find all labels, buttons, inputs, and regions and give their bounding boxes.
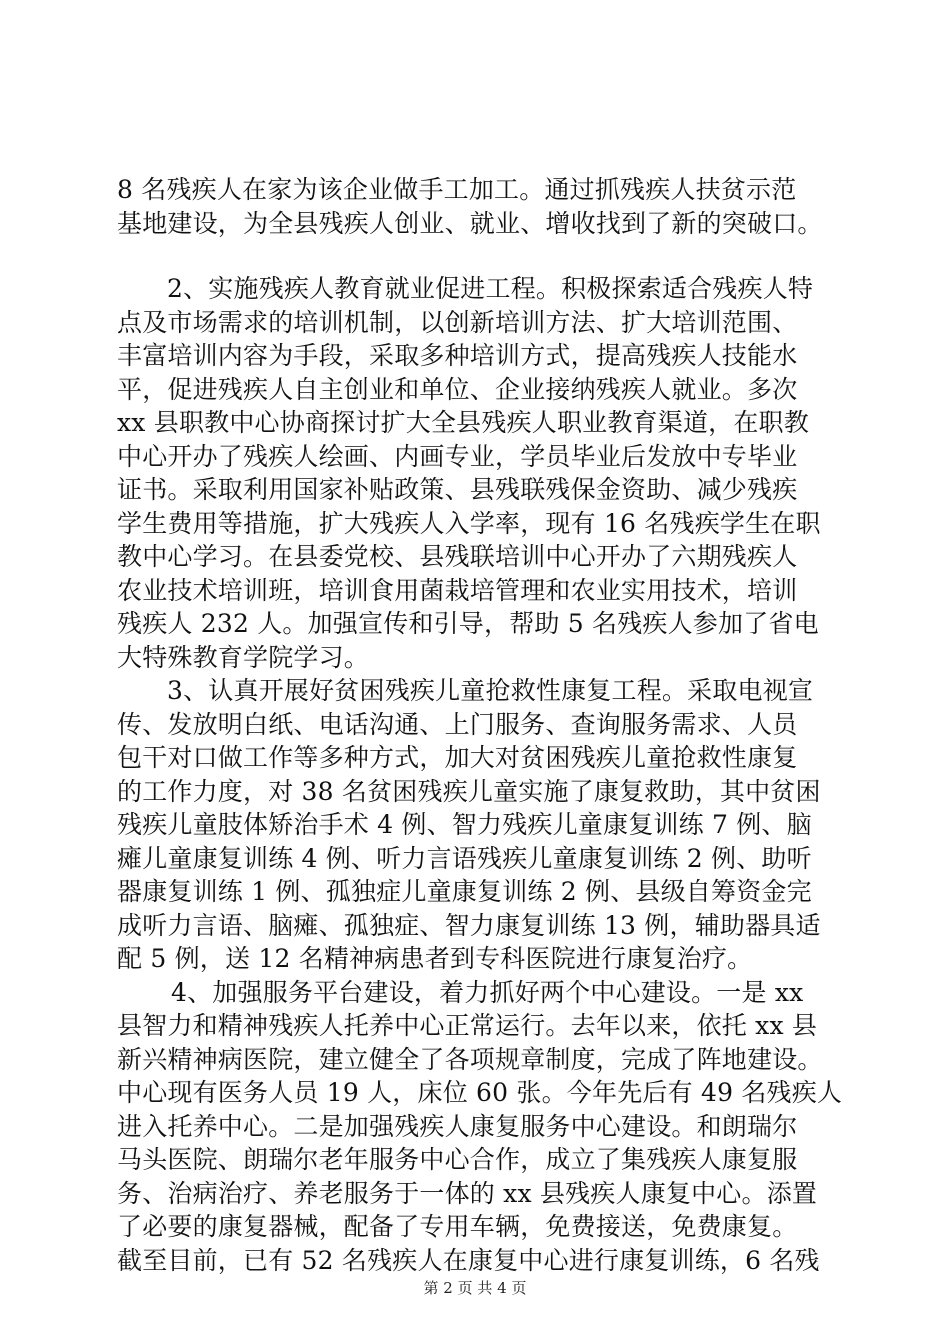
paragraph-line: 县智力和精神残疾人托养中心正常运行。去年以来，依托 xx 县: [117, 1011, 818, 1040]
paragraph-line: 4、加强服务平台建设，着力抓好两个中心建设。一是 xx: [171, 978, 804, 1007]
paragraph-line: 证书。采取利用国家补贴政策、县残联残保金资助、减少残疾: [117, 475, 798, 504]
paragraph-line: 大特殊教育学院学习。: [117, 643, 370, 672]
paragraph-line: 农业技术培训班，培训食用菌栽培管理和农业实用技术，培训: [117, 576, 798, 605]
paragraph-line: 8 名残疾人在家为该企业做手工加工。通过抓残疾人扶贫示范: [117, 175, 797, 204]
paragraph-line: 丰富培训内容为手段，采取多种培训方式，提高残疾人技能水: [117, 341, 798, 370]
paragraph-line: 平，促进残疾人自主创业和单位、企业接纳残疾人就业。多次: [117, 375, 798, 404]
paragraph-line: 务、治病治疗、养老服务于一体的 xx 县残疾人康复中心。添置: [117, 1179, 818, 1208]
paragraph-line: 3、认真开展好贫困残疾儿童抢救性康复工程。采取电视宣: [167, 676, 814, 705]
paragraph-line: 中心现有医务人员 19 人，床位 60 张。今年先后有 49 名残疾人: [117, 1078, 843, 1107]
paragraph-line: 马头医院、朗瑞尔老年服务中心合作，成立了集残疾人康复服: [117, 1145, 798, 1174]
paragraph-line: 配 5 例，送 12 名精神病患者到专科医院进行康复治疗。: [117, 944, 753, 973]
paragraph-line: 传、发放明白纸、电话沟通、上门服务、查询服务需求、人员: [117, 710, 798, 739]
paragraph-line: 成听力言语、脑瘫、孤独症、智力康复训练 13 例，辅助器具适: [117, 911, 821, 940]
paragraph-line: 瘫儿童康复训练 4 例、听力言语残疾儿童康复训练 2 例、助听: [117, 844, 812, 873]
paragraph-line: 包干对口做工作等多种方式，加大对贫困残疾儿童抢救性康复: [117, 743, 798, 772]
paragraph-line: 截至目前，已有 52 名残疾人在康复中心进行康复训练，6 名残: [117, 1246, 820, 1275]
paragraph-line: xx 县职教中心协商探讨扩大全县残疾人职业教育渠道，在职教: [117, 408, 809, 437]
page-number-footer: 第 2 页 共 4 页: [423, 1279, 527, 1297]
paragraph-line: 了必要的康复器械，配备了专用车辆，免费接送，免费康复。: [117, 1212, 798, 1241]
paragraph-line: 2、实施残疾人教育就业促进工程。积极探索适合残疾人特: [167, 274, 814, 303]
paragraph-line: 进入托养中心。二是加强残疾人康复服务中心建设。和朗瑞尔: [117, 1112, 798, 1141]
paragraph-line: 点及市场需求的培训机制，以创新培训方法、扩大培训范围、: [117, 308, 798, 337]
paragraph-line: 的工作力度，对 38 名贫困残疾儿童实施了康复救助，其中贫困: [117, 777, 821, 806]
paragraph-line: 残疾人 232 人。加强宣传和引导，帮助 5 名残疾人参加了省电: [117, 609, 819, 638]
paragraph-line: 基地建设，为全县残疾人创业、就业、增收找到了新的突破口。: [117, 209, 823, 238]
paragraph-line: 教中心学习。在县委党校、县残联培训中心开办了六期残疾人: [117, 542, 798, 571]
paragraph-line: 残疾儿童肢体矫治手术 4 例、智力残疾儿童康复训练 7 例、脑: [117, 810, 812, 839]
paragraph-line: 学生费用等措施，扩大残疾人入学率，现有 16 名残疾学生在职: [117, 509, 821, 538]
paragraph-line: 新兴精神病医院，建立健全了各项规章制度，完成了阵地建设。: [117, 1045, 823, 1074]
paragraph-line: 中心开办了残疾人绘画、内画专业，学员毕业后发放中专毕业: [117, 442, 798, 471]
paragraph-line: 器康复训练 1 例、孤独症儿童康复训练 2 例、县级自筹资金完: [117, 877, 812, 906]
